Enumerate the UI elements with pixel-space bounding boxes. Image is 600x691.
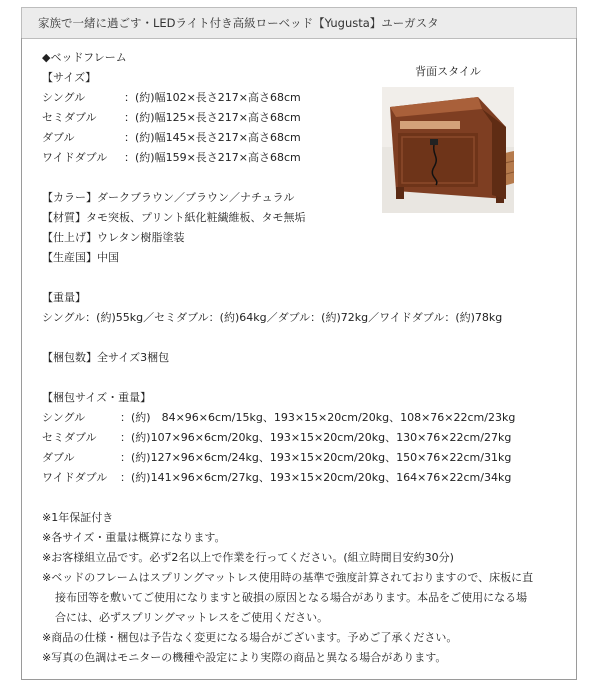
size-name: ダブル — [42, 131, 75, 144]
package-name: ダブル — [42, 451, 75, 464]
origin-spec: 【生産国】中国 — [42, 251, 119, 264]
package-name: シングル — [42, 411, 86, 424]
note-spec-change: ※商品の仕様・梱包は予告なく変更になる場合がございます。予めご了承ください。 — [42, 631, 458, 644]
weight-heading: 【重量】 — [42, 291, 86, 304]
package-value: ：(約)141×96×6cm/27kg、193×15×20cm/20kg、164×76×22cm/34kg — [120, 471, 512, 484]
page-header — [21, 7, 577, 39]
size-value: ：(約)幅102×長さ217×高さ68cm — [124, 91, 301, 104]
note-photo-color: ※写真の色調はモニターの機種や設定により実際の商品と異なる場合があります。 — [42, 651, 447, 664]
size-name: セミダブル — [42, 111, 97, 124]
note-mattress: ※ベッドのフレームはスプリングマットレス使用時の基準で強度計算されておりますので、床板に直 — [42, 571, 534, 584]
note-mattress-cont: 合には、必ずスプリングマットレスをご使用ください。 — [55, 611, 329, 624]
package-value: ：(約) 84×96×6cm/15kg、193×15×20cm/20kg、108×76×22cm/23kg — [120, 411, 516, 424]
weight-spec: シングル：(約)55kg／セミダブル：(約)64kg／ダブル：(約)72kg／ワイドダブル：(約)78kg — [42, 311, 503, 324]
package-count: 【梱包数】全サイズ3梱包 — [42, 351, 170, 364]
note-assembly: ※お客様組立品です。必ず2名以上で作業を行ってください。(組立時間目安約30分) — [42, 551, 454, 564]
size-heading: 【サイズ】 — [42, 71, 97, 84]
note-mattress-cont: 接布団等を敷いてご使用になりますと破損の原因となる場合があります。本品をご使用になる場 — [55, 591, 528, 604]
size-row — [42, 128, 562, 148]
color-spec: 【カラー】ダークブラウン／ブラウン／ナチュラル — [42, 191, 295, 204]
size-name: シングル — [42, 91, 86, 104]
package-row — [42, 468, 562, 488]
frame-title: ◆ベッドフレーム — [42, 51, 127, 64]
size-row — [42, 108, 562, 128]
page-title: 家族で一緒に過ごす・LEDライト付き高級ローベッド【Yugusta】ユーガスタ — [38, 16, 439, 30]
package-row — [42, 448, 562, 468]
finish-spec: 【仕上げ】ウレタン樹脂塗装 — [42, 231, 185, 244]
package-name: ワイドダブル — [42, 471, 108, 484]
size-value: ：(約)幅159×長さ217×高さ68cm — [124, 151, 301, 164]
size-value: ：(約)幅125×長さ217×高さ68cm — [124, 111, 301, 124]
package-name: セミダブル — [42, 431, 97, 444]
size-value: ：(約)幅145×長さ217×高さ68cm — [124, 131, 301, 144]
package-size-heading: 【梱包サイズ・重量】 — [42, 391, 152, 404]
package-value: ：(約)107×96×6cm/20kg、193×15×20cm/20kg、130×76×22cm/27kg — [120, 431, 512, 444]
package-value: ：(約)127×96×6cm/24kg、193×15×20cm/20kg、150×76×22cm/31kg — [120, 451, 512, 464]
size-row — [42, 148, 562, 168]
package-row — [42, 408, 562, 428]
spec-content — [42, 48, 562, 668]
material-spec: 【材質】タモ突板、プリント紙化粧繊維板、タモ無垢 — [42, 211, 306, 224]
size-name: ワイドダブル — [42, 151, 108, 164]
package-row — [42, 428, 562, 448]
photo-caption: 背面スタイル — [415, 65, 481, 78]
note-approx: ※各サイズ・重量は概算になります。 — [42, 531, 226, 544]
note-warranty: ※1年保証付き — [42, 511, 114, 524]
size-row — [42, 88, 562, 108]
